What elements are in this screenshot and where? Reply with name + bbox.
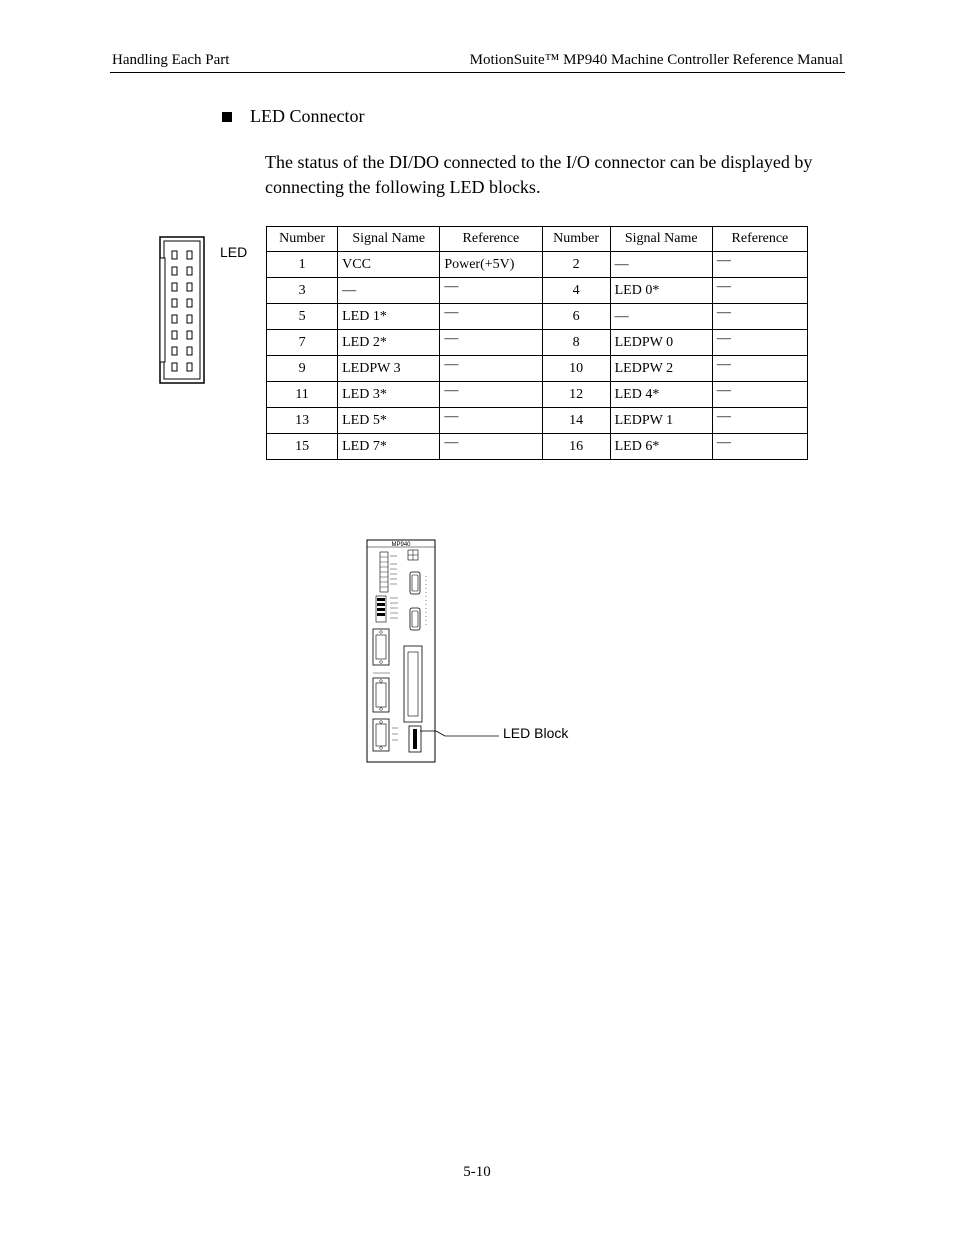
cell-number: 12	[542, 382, 610, 408]
running-header-right: MotionSuite™ MP940 Machine Controller Reference Manual	[469, 52, 843, 68]
section-heading	[222, 106, 364, 127]
cell-reference: —	[440, 382, 542, 408]
table-row	[267, 252, 808, 278]
cell-reference: Power(+5V)	[440, 252, 542, 278]
connector-pin	[172, 267, 177, 275]
header-rule	[110, 72, 845, 73]
cell-number: 10	[542, 356, 610, 382]
cell-signal-name: LED 5*	[338, 408, 440, 434]
connector-pin	[172, 251, 177, 259]
cell-signal-name: —	[610, 304, 712, 330]
cell-signal-name: LEDPW 0	[610, 330, 712, 356]
cell-signal-name: LED 3*	[338, 382, 440, 408]
cell-reference: —	[712, 382, 807, 408]
cell-number: 13	[267, 408, 338, 434]
connector-pin	[172, 315, 177, 323]
connector-pin	[187, 315, 192, 323]
cell-signal-name: —	[338, 278, 440, 304]
connector-pins	[172, 251, 192, 371]
controller-body	[367, 540, 435, 762]
connector-pin	[187, 283, 192, 291]
led-block-callout-label: LED Block	[503, 725, 569, 741]
connector-pin	[187, 267, 192, 275]
header-signal-name-2: Signal Name	[610, 227, 712, 252]
section-heading-text: LED Connector	[250, 106, 365, 126]
cell-reference: —	[712, 408, 807, 434]
cell-number: 8	[542, 330, 610, 356]
cell-reference: —	[712, 304, 807, 330]
cell-reference: —	[440, 356, 542, 382]
table-row	[267, 278, 808, 304]
header-reference-1: Reference	[440, 227, 542, 252]
connector-outer-frame	[160, 237, 204, 383]
cell-reference: —	[712, 252, 807, 278]
cell-number: 7	[267, 330, 338, 356]
cell-reference: —	[712, 330, 807, 356]
table-header-row	[267, 227, 808, 252]
running-header-left: Handling Each Part	[112, 52, 230, 68]
table-row	[267, 382, 808, 408]
cell-signal-name: LEDPW 3	[338, 356, 440, 382]
connector-pin	[172, 299, 177, 307]
cell-reference: —	[712, 356, 807, 382]
connector-pin	[172, 331, 177, 339]
connector-pin	[187, 363, 192, 371]
connector-inner-frame	[164, 241, 200, 379]
cell-number: 16	[542, 434, 610, 460]
cell-signal-name: LED 6*	[610, 434, 712, 460]
cell-number: 5	[267, 304, 338, 330]
table-row	[267, 356, 808, 382]
led-connector-label: LED	[220, 244, 248, 260]
connector-pin	[172, 347, 177, 355]
connector-pin	[187, 347, 192, 355]
cell-signal-name: —	[610, 252, 712, 278]
cell-reference: —	[440, 304, 542, 330]
led-connector-diagram	[158, 236, 206, 386]
cell-number: 6	[542, 304, 610, 330]
cell-number: 2	[542, 252, 610, 278]
connector-pin	[187, 299, 192, 307]
cell-signal-name: LED 0*	[610, 278, 712, 304]
cell-signal-name: LED 2*	[338, 330, 440, 356]
cell-number: 1	[267, 252, 338, 278]
cell-signal-name: LED 7*	[338, 434, 440, 460]
cell-number: 15	[267, 434, 338, 460]
cell-reference: —	[440, 330, 542, 356]
connector-pin	[172, 283, 177, 291]
connector-pin	[172, 363, 177, 371]
page-number: 5-10	[463, 1164, 491, 1180]
led-signal-table	[266, 226, 808, 460]
body-paragraph: The status of the DI/DO connected to the I/O connector can be displayed by connecting the following LED blocks.	[265, 152, 813, 197]
table-row	[267, 434, 808, 460]
header-number-1: Number	[267, 227, 338, 252]
cell-number: 11	[267, 382, 338, 408]
connector-pin	[187, 251, 192, 259]
cell-reference: —	[440, 434, 542, 460]
header-signal-name-1: Signal Name	[338, 227, 440, 252]
header-number-2: Number	[542, 227, 610, 252]
header-reference-2: Reference	[712, 227, 807, 252]
table-row	[267, 408, 808, 434]
table-row	[267, 330, 808, 356]
square-bullet-icon	[222, 112, 232, 122]
cell-reference: —	[712, 278, 807, 304]
cell-signal-name: LEDPW 1	[610, 408, 712, 434]
cell-signal-name: VCC	[338, 252, 440, 278]
connector-pin	[187, 331, 192, 339]
cell-signal-name: LED 1*	[338, 304, 440, 330]
table-row	[267, 304, 808, 330]
cell-reference: —	[440, 408, 542, 434]
controller-model-label: MP940	[391, 542, 411, 548]
cell-number: 9	[267, 356, 338, 382]
cell-number: 14	[542, 408, 610, 434]
cell-reference: —	[712, 434, 807, 460]
cell-reference: —	[440, 278, 542, 304]
cell-signal-name: LED 4*	[610, 382, 712, 408]
cell-number: 3	[267, 278, 338, 304]
cell-signal-name: LEDPW 2	[610, 356, 712, 382]
cell-number: 4	[542, 278, 610, 304]
connector-key-notch	[160, 258, 165, 362]
